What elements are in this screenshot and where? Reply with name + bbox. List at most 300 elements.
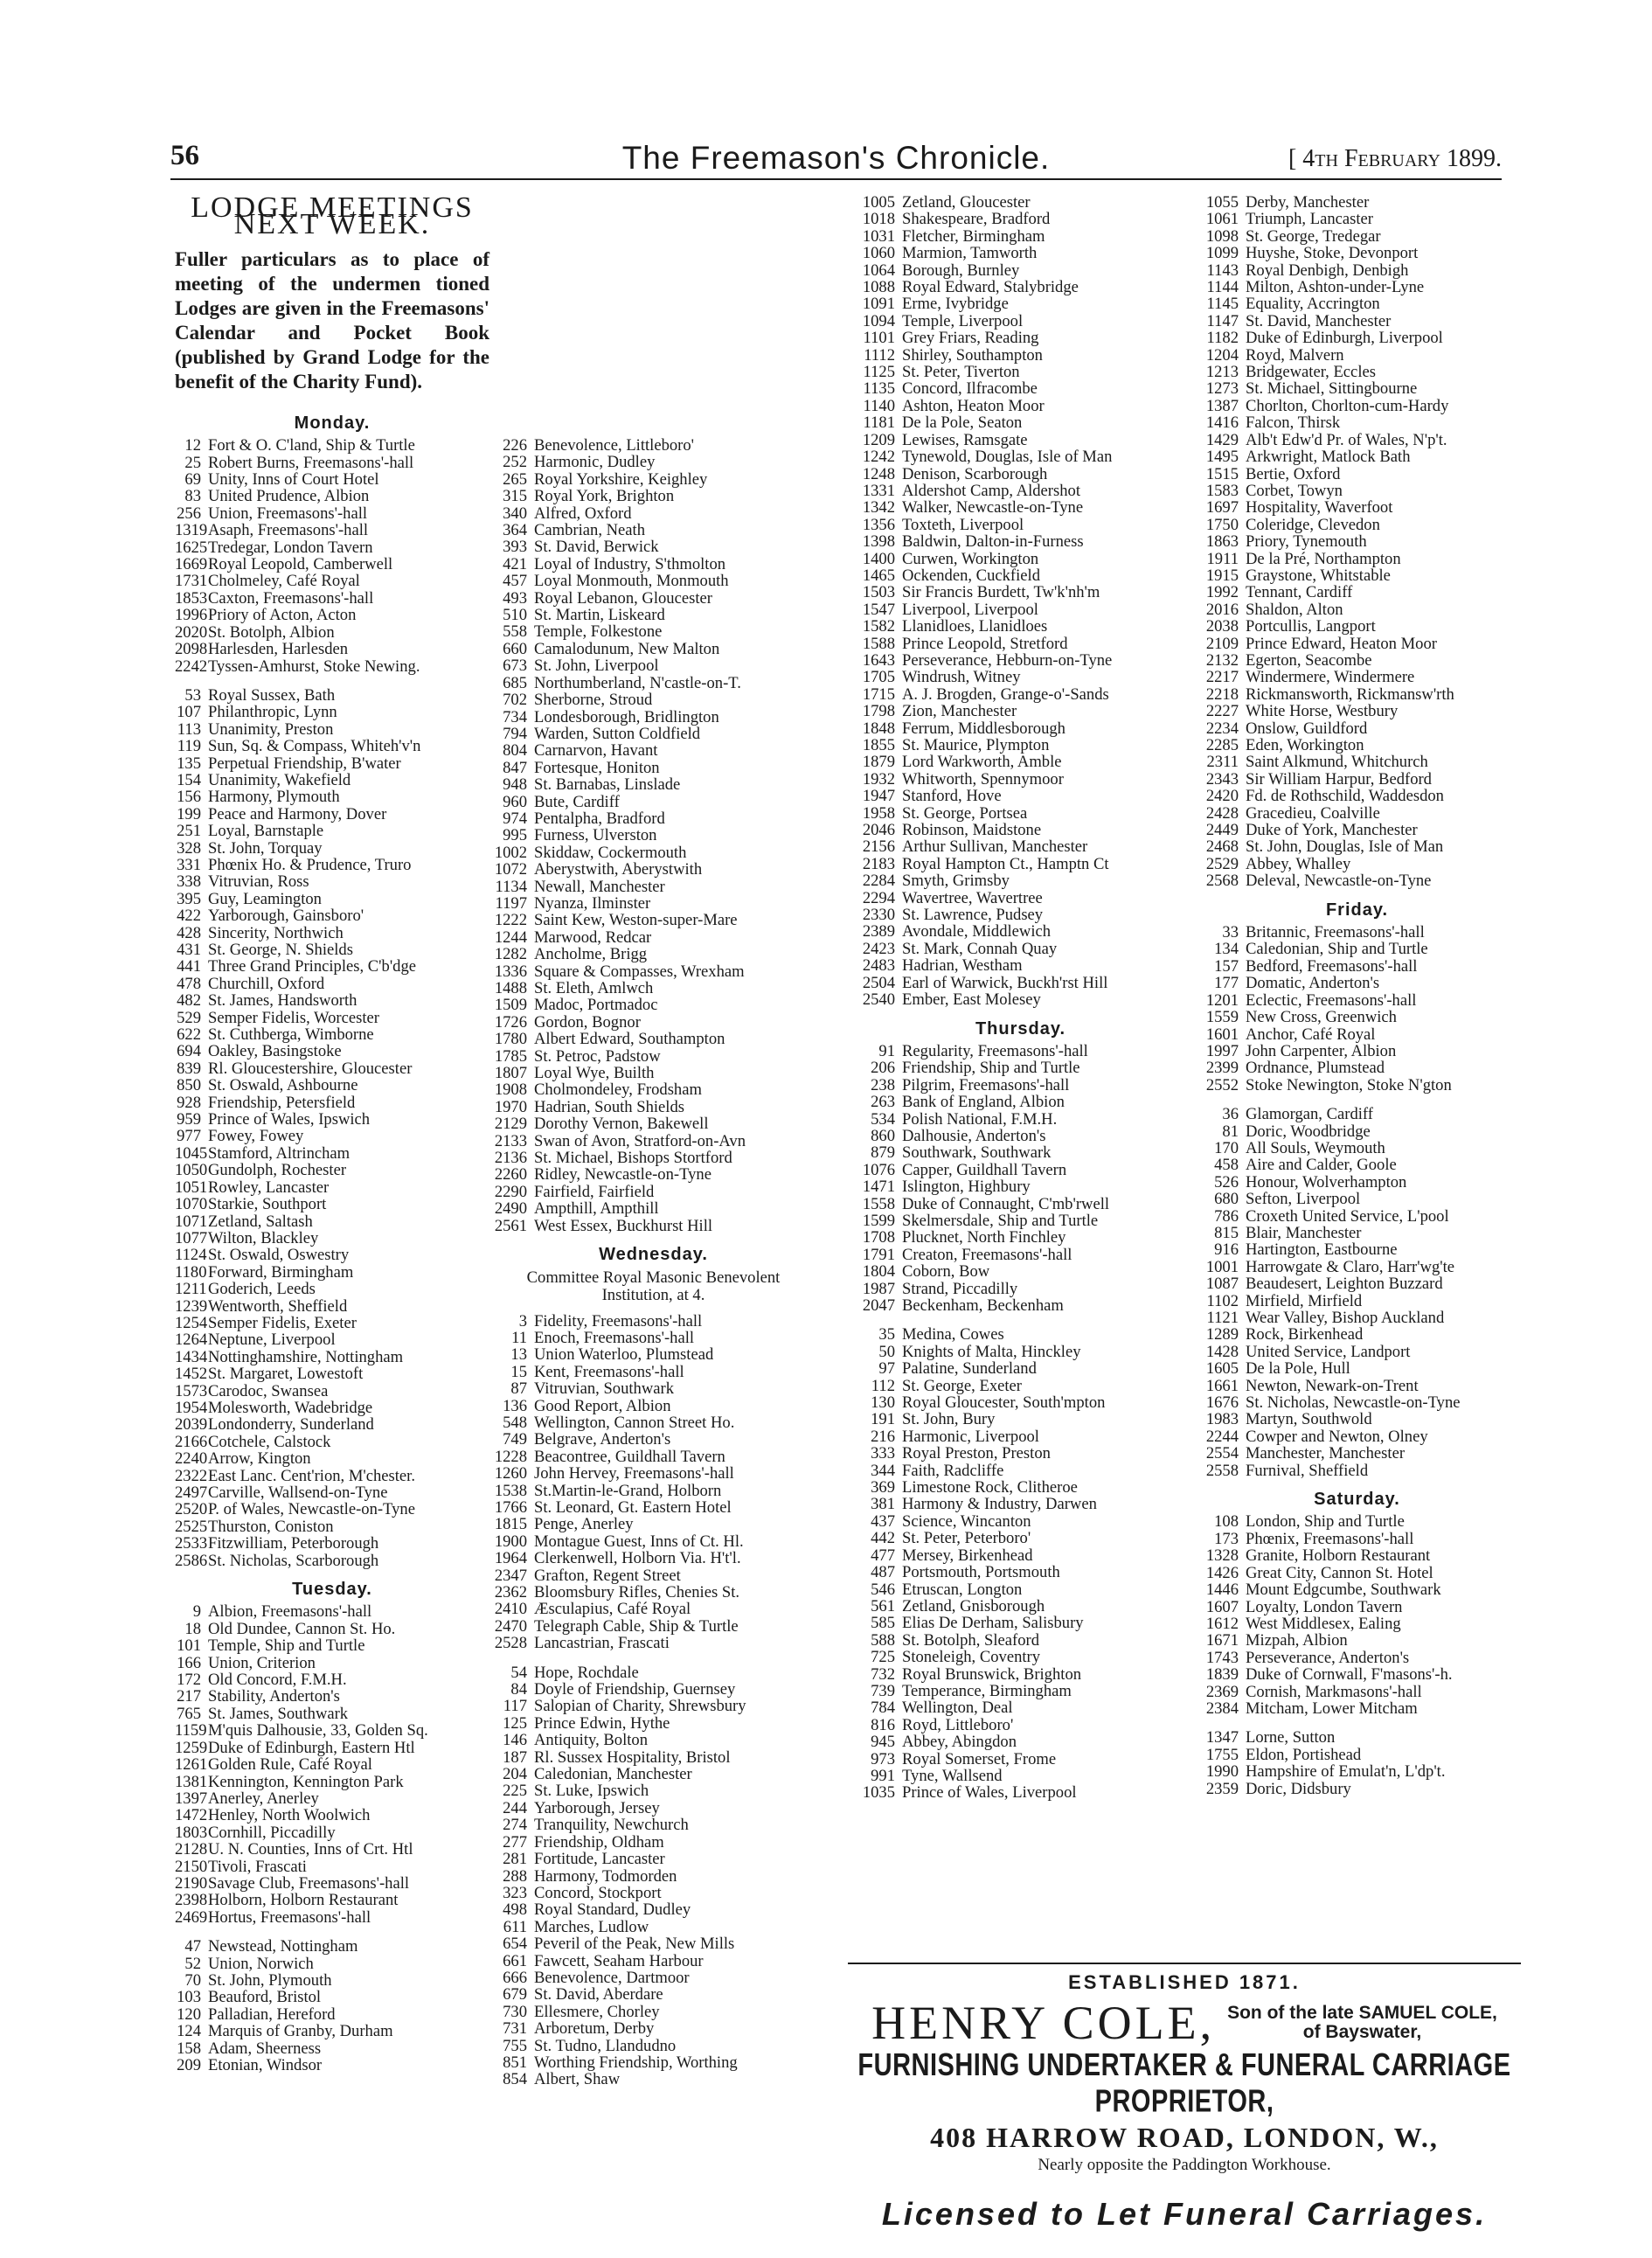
lodge-number: 749 (503, 1430, 527, 1449)
lodge-name-place: Kennington, Kennington Park (208, 1772, 404, 1791)
lodge-entry (489, 709, 817, 726)
lodge-name-place: Tynewold, Douglas, Isle of Man (902, 448, 1113, 467)
lodge-number: 2166 (175, 1432, 208, 1451)
lodge-name-place: Aldershot Camp, Aldershot (902, 481, 1080, 500)
lodge-number: 1239 (175, 1296, 208, 1316)
lodge-name-place: Benevolence, Littleboro' (534, 436, 695, 455)
lodge-name-place: Adam, Sheerness (208, 2039, 322, 2058)
lodge-name-place: St. Mark, Connah Quay (902, 939, 1058, 958)
lodge-name-place: Friendship, Ship and Turtle (902, 1059, 1080, 1078)
lodge-name-place: Camalodunum, New Malton (534, 639, 720, 658)
lodge-entry (848, 1060, 1193, 1076)
lodge-number: 157 (1214, 956, 1239, 976)
lodge-number: 1958 (862, 803, 895, 823)
lodge-number: 2552 (1205, 1075, 1239, 1094)
lodge-entry (489, 810, 817, 827)
lodge-entry (489, 1380, 817, 1397)
lodge-name-place: St. John, Douglas, Isle of Man (1246, 837, 1444, 857)
lodge-name-place: Ordnance, Plumstead (1246, 1059, 1385, 1078)
lodge-number: 1124 (175, 1246, 207, 1265)
lodge-entry (489, 1851, 817, 1867)
lodge-name-place: Londesborough, Bridlington (534, 707, 719, 726)
lodge-number: 1112 (864, 345, 895, 365)
lodge-entry (175, 1553, 489, 1569)
lodge-number: 33 (1222, 923, 1239, 942)
issue-date: [ 4th February 1899. (1288, 145, 1502, 172)
lodge-number: 839 (177, 1059, 201, 1078)
lodge-name-place: De la Pole, Hull (1246, 1359, 1350, 1379)
lodge-entry (489, 1150, 817, 1166)
lodge-name-place: Royd, Malvern (1246, 345, 1344, 365)
lodge-name-place: Abbey, Whalley (1246, 854, 1351, 873)
lodge-number: 1807 (494, 1064, 527, 1083)
lodge-entry (175, 455, 489, 471)
lodge-name-place: Lord Warkworth, Amble (902, 753, 1062, 772)
lodge-entry (489, 641, 817, 657)
lodge-number: 734 (503, 707, 527, 726)
lodge-number: 815 (1214, 1223, 1239, 1242)
lodge-name-place: Newstead, Nottingham (208, 1937, 358, 1956)
lodge-entry (175, 1094, 489, 1111)
lodge-number: 130 (871, 1393, 895, 1413)
lodge-number: 3 (518, 1311, 527, 1330)
lodge-entry (489, 1048, 817, 1065)
lodge-name-place: Mitcham, Lower Mitcham (1246, 1699, 1418, 1718)
lodge-entry (1193, 1157, 1521, 1173)
lodge-number: 1398 (862, 532, 895, 552)
lodge-number: 263 (871, 1093, 895, 1112)
lodge-name-place: St. Maurice, Plympton (902, 736, 1050, 754)
lodge-number: 1503 (862, 583, 895, 602)
lodge-name-place: West Middlesex, Ealing (1246, 1614, 1401, 1633)
lodge-number: 1599 (862, 1211, 895, 1230)
lodge-entry (848, 1445, 1193, 1462)
lodge-number: 1601 (1205, 1025, 1239, 1044)
lodge-name-place: Warden, Sutton Coldfield (534, 724, 701, 743)
lodge-name-place: Tyne, Wallsend (902, 1766, 1003, 1785)
lodge-entry (489, 1732, 817, 1748)
list-separator (175, 675, 489, 687)
lodge-name-place: Bedford, Freemasons'-hall (1246, 956, 1418, 976)
lodge-number: 680 (1214, 1190, 1239, 1209)
lodge-number: 84 (510, 1680, 527, 1699)
lodge-name-place: Royal Standard, Dudley (534, 1900, 691, 1920)
lodge-entry (848, 245, 1193, 261)
lodge-name-place: Gundolph, Rochester (208, 1161, 347, 1180)
lodge-number: 1248 (862, 464, 895, 483)
lodge-entry (848, 1297, 1193, 1314)
lodge-number: 1766 (494, 1497, 527, 1517)
lodge-number: 1848 (862, 719, 895, 738)
lodge-name-place: Caxton, Freemasons'-hall (208, 588, 374, 608)
lodge-name-place: St. Nicholas, Newcastle-on-Tyne (1246, 1393, 1461, 1413)
lodge-entry (848, 957, 1193, 974)
lodge-entry (1193, 398, 1521, 414)
lodge-name-place: Plucknet, North Finchley (902, 1228, 1066, 1247)
lodge-name-place: St.Martin-le-Grand, Holborn (534, 1481, 722, 1500)
lodge-entry (175, 2023, 489, 2039)
lodge-number: 2529 (1205, 854, 1239, 873)
day-heading-saturday: Saturday. (1314, 1490, 1400, 1510)
lodge-entry (175, 539, 489, 556)
lodge-entry (1193, 838, 1521, 855)
lodge-name-place: Semper Fidelis, Worcester (208, 1008, 379, 1027)
lodge-number: 784 (871, 1699, 895, 1718)
lodge-number: 2244 (1205, 1427, 1239, 1446)
lodge-name-place: Enoch, Freemasons'-hall (534, 1328, 695, 1347)
lodge-name-place: Nottinghamshire, Nottingham (208, 1347, 404, 1366)
lodge-number: 173 (1214, 1529, 1239, 1548)
lodge-entry (848, 1581, 1193, 1598)
lodge-entry (175, 1043, 489, 1060)
lodge-entry (848, 1178, 1193, 1195)
lodge-number: 2554 (1205, 1444, 1239, 1463)
lodge-name-place: Ancholme, Brigg (534, 945, 648, 964)
lodge-name-place: Bloomsbury Rifles, Chenies St. (534, 1583, 740, 1601)
lodge-number: 83 (184, 487, 201, 506)
lodge-name-place: Graystone, Whitstable (1246, 566, 1391, 585)
lodge-number: 1954 (175, 1398, 208, 1417)
lodge-entry (489, 912, 817, 928)
lodge-number: 2568 (1205, 872, 1239, 891)
lodge-entry (489, 1986, 817, 2003)
lodge-entry (848, 991, 1193, 1008)
lodge-entry (848, 1479, 1193, 1496)
lodge-number: 1289 (1205, 1325, 1239, 1344)
lodge-entry (175, 1162, 489, 1178)
lodge-entry (848, 1649, 1193, 1665)
lodge-name-place: Fletcher, Birmingham (902, 226, 1045, 246)
lodge-entry (1193, 1378, 1521, 1394)
lodge-name-place: U. N. Counties, Inns of Crt. Htl (208, 1840, 413, 1859)
lodge-entry (848, 1094, 1193, 1110)
lodge-entry (489, 861, 817, 878)
lodge-name-place: Faith, Radcliffe (902, 1461, 1004, 1480)
lodge-number: 2129 (494, 1115, 527, 1134)
lodge-name-place: Guy, Leamington (208, 889, 322, 908)
lodge-number: 1863 (1205, 532, 1239, 552)
lodge-entry (489, 1099, 817, 1115)
lodge-name-place: Kent, Freemasons'-hall (534, 1362, 684, 1381)
lodge-number: 1780 (494, 1030, 527, 1049)
column-2 (489, 437, 817, 2088)
lodge-number: 816 (871, 1715, 895, 1734)
lodge-name-place: Windermere, Windermere (1246, 668, 1415, 687)
lodge-entry (175, 1383, 489, 1400)
lodge-entry (175, 1179, 489, 1196)
lodge-name-place: Duke of Cornwall, F'masons'-h. (1246, 1665, 1453, 1685)
lodge-name-place: Fd. de Rothschild, Waddesdon (1246, 787, 1444, 806)
lodge-entry (1193, 618, 1521, 635)
lodge-entry (175, 873, 489, 890)
lodge-name-place: Old Concord, F.M.H. (208, 1671, 347, 1690)
lodge-entry (1193, 1208, 1521, 1225)
lodge-entry (175, 1281, 489, 1297)
lodge-entry (1193, 1565, 1521, 1581)
lodge-name-place: Avondale, Middlewich (902, 922, 1052, 941)
lodge-name-place: All Souls, Weymouth (1246, 1138, 1385, 1157)
lodge-name-place: Arthur Sullivan, Manchester (902, 837, 1088, 857)
lodge-name-place: Knights of Malta, Hinckley (902, 1342, 1081, 1361)
lodge-name-place: Toxteth, Liverpool (902, 515, 1024, 534)
lodge-number: 209 (177, 2056, 201, 2074)
lodge-entry (175, 1264, 489, 1281)
lodge-entry (175, 1972, 489, 1989)
lodge-entry (489, 1766, 817, 1782)
lodge-entry (489, 1567, 817, 1584)
lodge-entry (489, 1449, 817, 1465)
lodge-number: 1803 (175, 1823, 208, 1842)
lodge-entry (489, 2004, 817, 2020)
lodge-entry (1193, 822, 1521, 838)
lodge-name-place: Stoneleigh, Coventry (902, 1648, 1041, 1667)
lodge-number: 50 (878, 1342, 895, 1361)
lodge-number: 97 (878, 1359, 895, 1379)
lodge-number: 1071 (175, 1212, 208, 1231)
lodge-entry (1193, 941, 1521, 957)
lodge-name-place: Etruscan, Longton (902, 1580, 1023, 1599)
lodge-number: 2504 (862, 973, 895, 992)
lodge-name-place: St. Botolph, Albion (208, 622, 335, 642)
lodge-entry (848, 295, 1193, 312)
lodge-entry (1193, 1581, 1521, 1598)
lodge-number: 2410 (494, 1600, 527, 1619)
lodge-entry (848, 788, 1193, 804)
lodge-name-place: Stability, Anderton's (208, 1687, 340, 1706)
lodge-name-place: Belgrave, Anderton's (534, 1430, 671, 1449)
lodge-name-place: De la Pole, Seaton (902, 413, 1023, 433)
lodge-entry (848, 941, 1193, 957)
lodge-entry (1193, 686, 1521, 703)
lodge-number: 47 (184, 1937, 201, 1956)
lodge-number: 731 (503, 2019, 527, 2039)
lodge-name-place: St. George, Portsea (902, 803, 1028, 823)
lodge-list (1193, 924, 1521, 1479)
lodge-entry (489, 1749, 817, 1766)
lodge-entry (175, 488, 489, 504)
lodge-name-place: Capper, Guildhall Tavern (902, 1160, 1067, 1179)
lodge-number: 660 (503, 639, 527, 658)
lodge-entry (175, 857, 489, 873)
lodge-entry (489, 1166, 817, 1183)
lodge-entry (175, 1501, 489, 1518)
lodge-number: 1347 (1205, 1728, 1239, 1747)
lodge-name-place: Prince of Wales, Ipswich (208, 1110, 371, 1129)
lodge-entry (175, 1859, 489, 1875)
lodge-list (1193, 1513, 1521, 1797)
lodge-entry (489, 607, 817, 623)
lodge-name-place: Skiddaw, Cockermouth (534, 843, 687, 862)
lodge-number: 585 (871, 1614, 895, 1633)
lodge-number: 2128 (175, 1840, 208, 1859)
lodge-entry (848, 1513, 1193, 1530)
lodge-number: 2047 (862, 1296, 895, 1315)
lodge-entry (848, 567, 1193, 584)
lodge-entry (1193, 584, 1521, 601)
lodge-entry (848, 805, 1193, 822)
lodge-name-place: Saint Kew, Weston-super-Mare (534, 911, 738, 930)
lodge-number: 1035 (862, 1783, 895, 1803)
lodge-name-place: Sir Francis Burdett, Tw'k'nh'm (902, 583, 1100, 602)
lodge-entry (489, 1431, 817, 1448)
lodge-name-place: Ampthill, Ampthill (534, 1199, 659, 1219)
section-title: LODGE MEETINGS NEXT WEEK. (191, 191, 474, 241)
lodge-number: 70 (184, 1970, 201, 1990)
lodge-entry (489, 742, 817, 759)
lodge-name-place: Harmonic, Liverpool (902, 1427, 1039, 1446)
lodge-number: 1715 (862, 684, 895, 704)
lodge-number: 1705 (862, 668, 895, 687)
lodge-name-place: Telegraph Cable, Ship & Turtle (534, 1616, 739, 1636)
lodge-number: 1983 (1205, 1410, 1239, 1429)
lodge-entry (848, 1598, 1193, 1615)
lodge-name-place: Loyal of Industry, S'thmolton (534, 554, 726, 573)
lodge-number: 622 (177, 1025, 201, 1045)
lodge-number: 1204 (1205, 345, 1239, 365)
list-separator (1193, 1094, 1521, 1106)
list-separator (1193, 1717, 1521, 1729)
lodge-number: 1911 (1206, 549, 1239, 568)
lodge-entry (848, 584, 1193, 601)
lodge-name-place: Hadrian, South Shields (534, 1097, 684, 1116)
lodge-name-place: Sherborne, Stroud (534, 691, 653, 710)
lodge-name-place: Mersey, Birkenhead (902, 1546, 1033, 1565)
lodge-entry (175, 1349, 489, 1365)
lodge-name-place: Concord, Stockport (534, 1883, 662, 1902)
lodge-number: 395 (177, 889, 201, 908)
lodge-number: 328 (177, 838, 201, 858)
lodge-entry (848, 1462, 1193, 1479)
lodge-name-place: Temple, Liverpool (902, 311, 1024, 330)
lodge-name-place: Cambrian, Neath (534, 521, 646, 540)
column-4 (1193, 194, 1521, 1797)
lodge-name-place: St. John, Liverpool (534, 657, 659, 676)
advertiser-lineage (1227, 2004, 1497, 2042)
advertiser-name: HENRY COLE, (871, 1997, 1216, 2049)
lodge-entry (489, 929, 817, 946)
lodge-entry (175, 1128, 489, 1144)
lodge-name-place: Llanidloes, Llanidloes (902, 617, 1048, 636)
lodge-entry (848, 432, 1193, 448)
lodge-name-place: St. George, Tredegar (1246, 226, 1381, 246)
lodge-number: 52 (184, 1954, 201, 1973)
lodge-entry (175, 1621, 489, 1637)
lodge-number: 1853 (175, 588, 208, 608)
lodge-number: 2490 (494, 1199, 527, 1219)
lodge-name-place: Dalhousie, Anderton's (902, 1126, 1046, 1145)
lodge-name-place: Chorlton, Chorlton-cum-Hardy (1246, 396, 1449, 415)
lodge-entry (848, 551, 1193, 567)
lodge-name-place: Doric, Woodbridge (1246, 1122, 1371, 1141)
lodge-number: 244 (503, 1798, 527, 1817)
lodge-number: 755 (503, 2036, 527, 2055)
lodge-number: 1101 (863, 329, 895, 348)
lodge-entry (1193, 414, 1521, 431)
lodge-number: 134 (1214, 940, 1239, 959)
lodge-name-place: Eclectic, Freemasons'-hall (1246, 990, 1417, 1010)
lodge-name-place: Tennant, Cardiff (1246, 583, 1353, 602)
lodge-name-place: Cowper and Newton, Olney (1246, 1427, 1428, 1446)
lodge-number: 2150 (175, 1857, 208, 1876)
lodge-number: 1060 (862, 244, 895, 263)
lodge-number: 534 (871, 1109, 895, 1129)
lodge-number: 1625 (175, 538, 208, 557)
lodge-entry (175, 607, 489, 623)
lodge-entry (175, 1365, 489, 1382)
lodge-number: 1428 (1205, 1342, 1239, 1361)
lodge-number: 1087 (1205, 1275, 1239, 1294)
lodge-name-place: Stanford, Hove (902, 787, 1002, 806)
lodge-number: 879 (871, 1143, 895, 1163)
lodge-entry (1193, 380, 1521, 397)
lodge-name-place: Three Grand Principles, C'b'dge (208, 957, 417, 976)
lodge-number: 498 (503, 1900, 527, 1920)
lodge-number: 381 (871, 1495, 895, 1514)
lodge-entry (175, 1230, 489, 1247)
lodge-name-place: Fawcett, Seaham Harbour (534, 1951, 704, 1970)
lodge-number: 251 (177, 822, 201, 841)
lodge-number: 1005 (862, 193, 895, 212)
lodge-name-place: Sincerity, Northwich (208, 923, 344, 942)
lodge-name-place: Eldon, Portishead (1246, 1745, 1362, 1764)
lodge-number: 265 (503, 469, 527, 489)
trade-line: FURNISHING UNDERTAKER & FUNERAL CARRIAGE PROPRIETOR, (857, 2047, 1511, 2119)
lodge-entry (489, 1635, 817, 1651)
lodge-number: 529 (177, 1008, 201, 1027)
lodge-entry (489, 1364, 817, 1380)
lodge-entry (175, 522, 489, 538)
lodge-list (1193, 194, 1521, 890)
lodge-name-place: Phœnix Ho. & Prudence, Truro (208, 855, 412, 874)
lodge-number: 226 (503, 436, 527, 455)
lodge-entry (489, 2038, 817, 2054)
lodge-number: 117 (503, 1697, 527, 1716)
lodge-name-place: Friendship, Oldham (534, 1832, 664, 1852)
lodge-number: 1446 (1205, 1581, 1239, 1600)
lodge-name-place: Arrow, Kington (208, 1449, 311, 1469)
lodge-entry (1193, 652, 1521, 669)
lodge-name-place: Loyal Wye, Builth (534, 1064, 655, 1083)
lodge-name-place: Shaldon, Alton (1246, 600, 1343, 619)
lodge-number: 274 (503, 1816, 527, 1835)
lodge-entry (489, 657, 817, 674)
lodge-entry (175, 624, 489, 641)
lodge-name-place: Prince Leopold, Stretford (902, 634, 1068, 653)
lodge-entry (175, 2040, 489, 2057)
lodge-number: 2533 (175, 1534, 208, 1553)
lodge-entry (848, 669, 1193, 685)
lodge-number: 1072 (494, 860, 527, 879)
lodge-name-place: Wear Valley, Bishop Auckland (1246, 1309, 1445, 1327)
lodge-name-place: Unanimity, Wakefield (208, 770, 351, 789)
lodge-name-place: Thurston, Coniston (208, 1517, 334, 1536)
lodge-entry (489, 1200, 817, 1217)
lodge-name-place: Harmonic, Dudley (534, 453, 656, 472)
lodge-number: 1671 (1205, 1631, 1239, 1650)
lodge-name-place: St. Lawrence, Pudsey (902, 906, 1044, 925)
lodge-number: 1342 (862, 498, 895, 518)
lodge-number: 725 (871, 1648, 895, 1667)
lodge-name-place: Coleridge, Clevedon (1246, 515, 1380, 534)
lodge-name-place: Whitworth, Spennymoor (902, 769, 1064, 789)
lodge-number: 1259 (175, 1738, 208, 1757)
lodge-number: 1987 (862, 1279, 895, 1298)
lodge-name-place: Royal Leopold, Camberwell (208, 555, 393, 574)
lodge-number: 107 (177, 703, 201, 722)
lodge-number: 654 (503, 1935, 527, 1954)
lodge-entry (1193, 533, 1521, 550)
lodge-name-place: Doric, Didsbury (1246, 1779, 1351, 1798)
